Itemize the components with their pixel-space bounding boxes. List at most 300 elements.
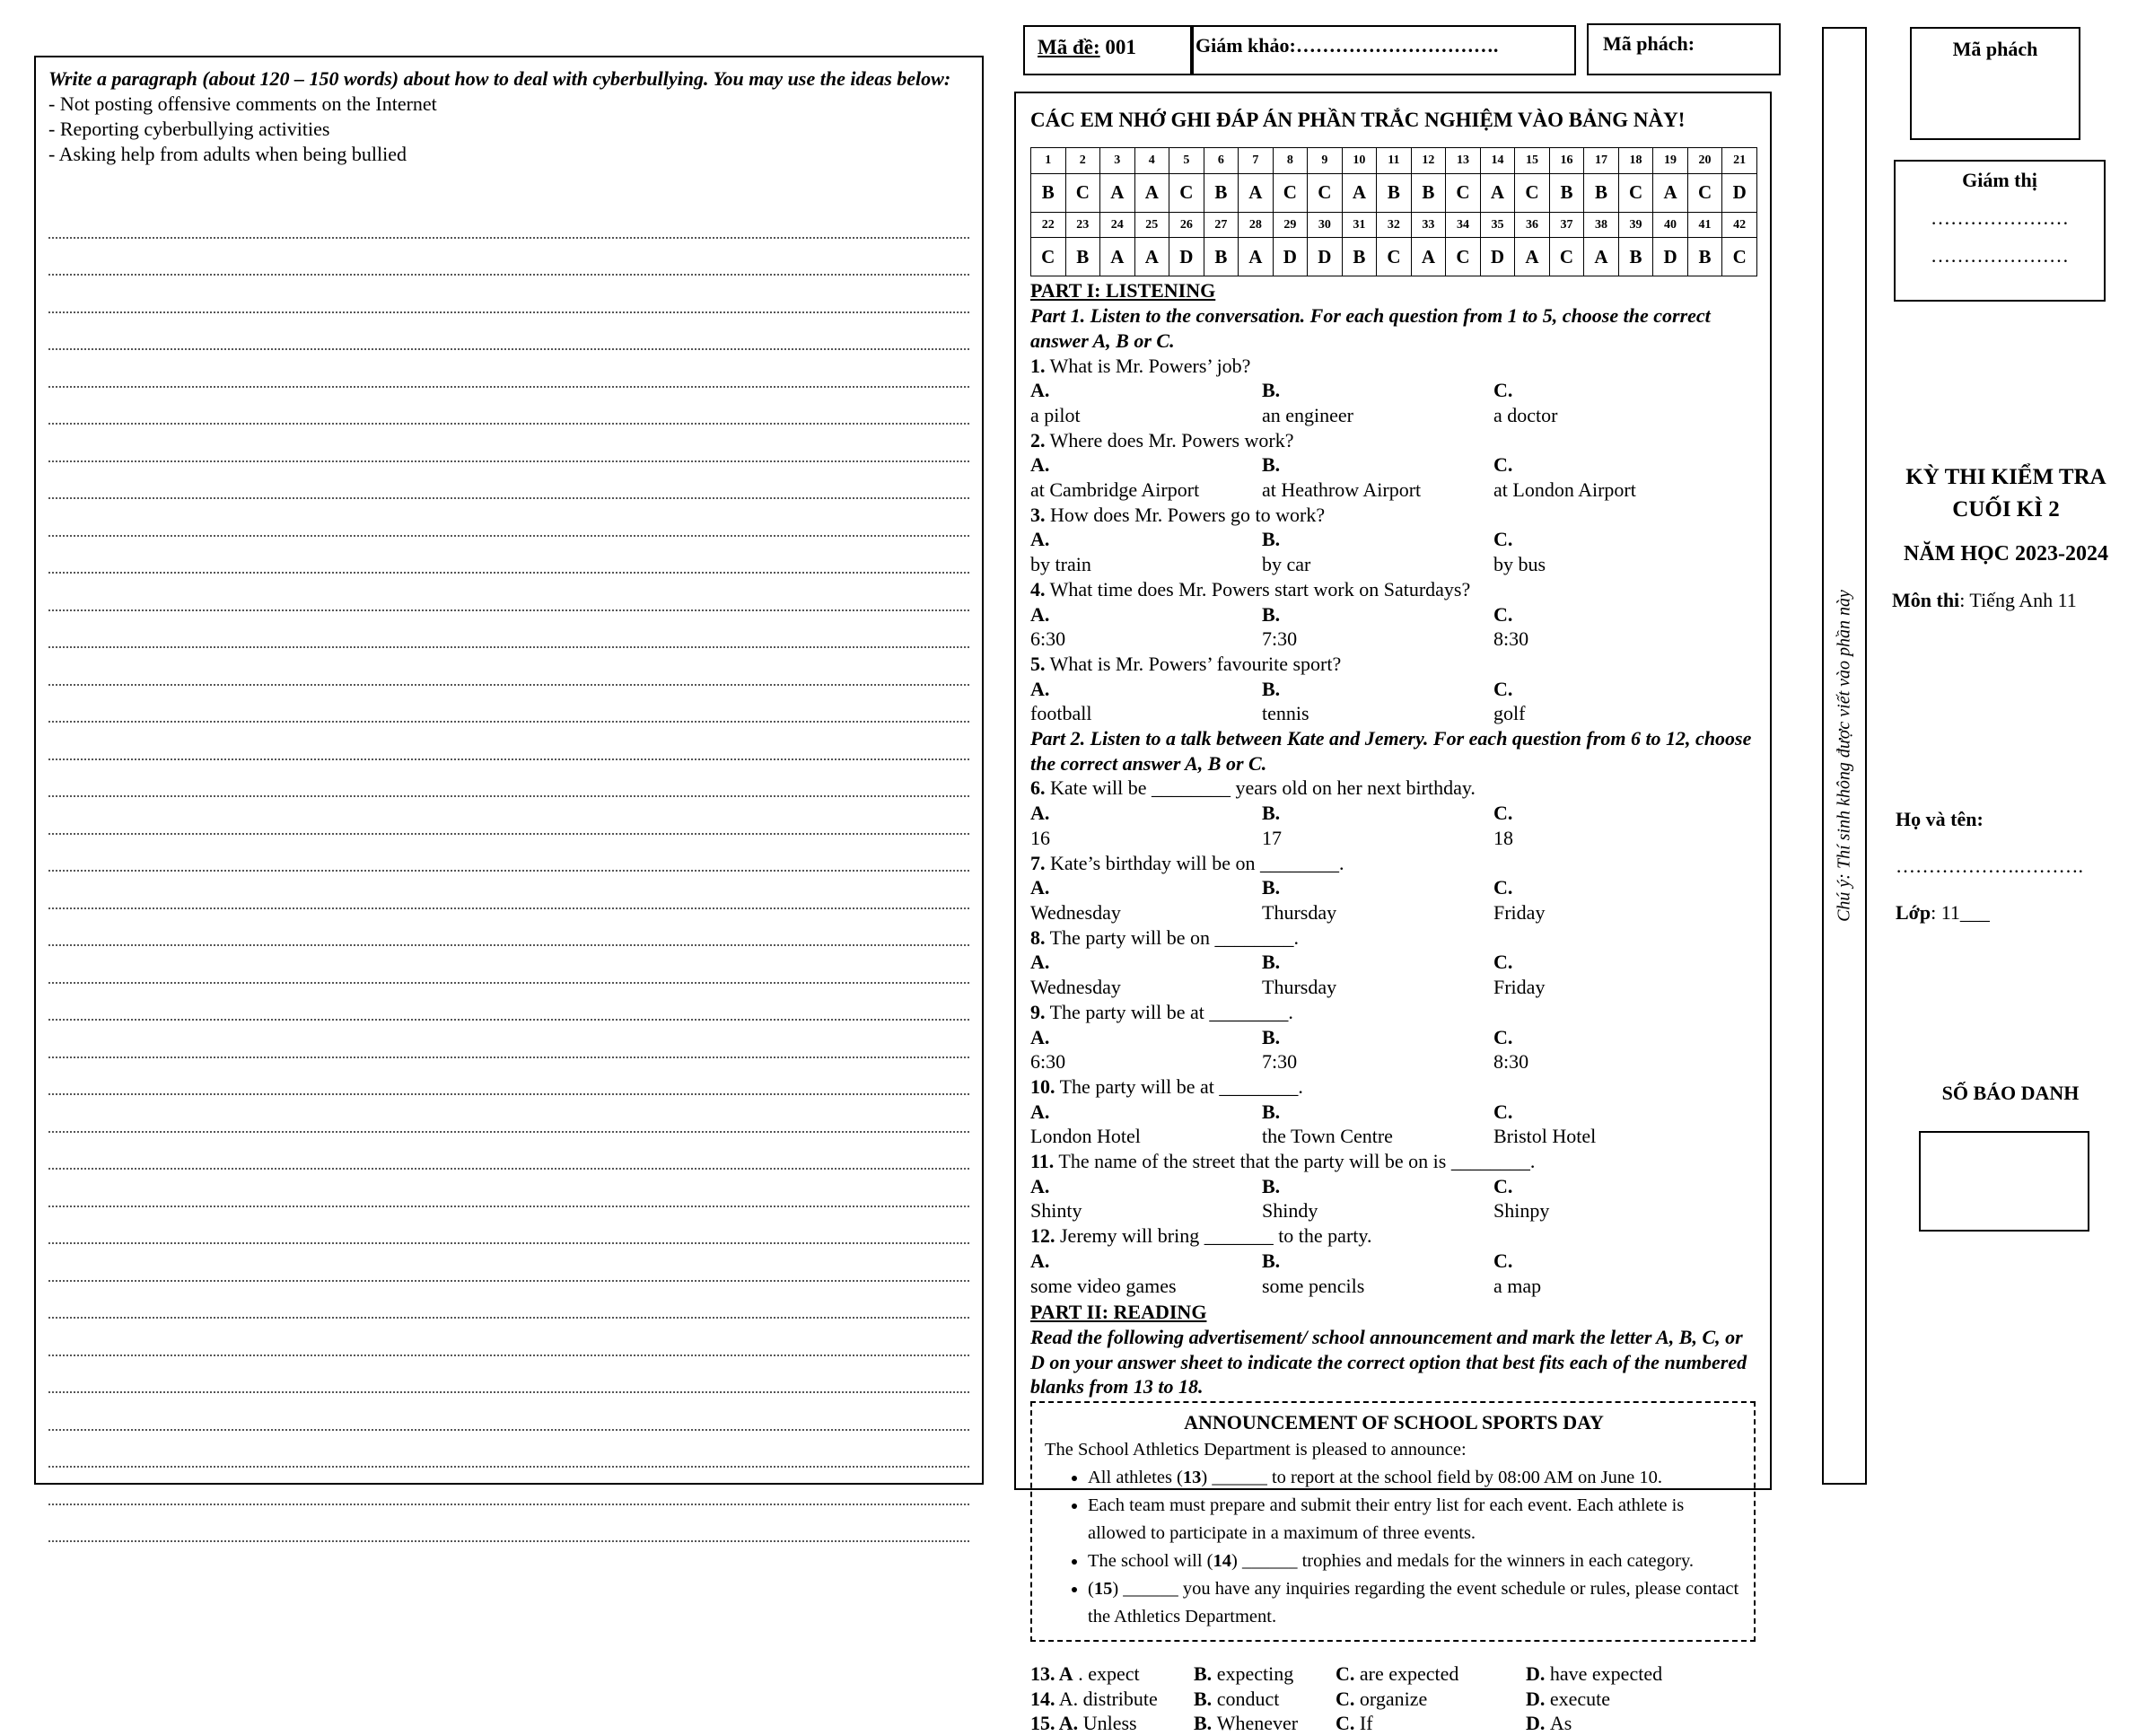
writing-line[interactable] <box>48 1468 969 1505</box>
writing-line[interactable] <box>48 462 969 500</box>
writing-line[interactable] <box>48 1431 969 1469</box>
question-number: 14. <box>1030 1687 1055 1710</box>
writing-line[interactable] <box>48 239 969 276</box>
writing-line[interactable] <box>48 388 969 425</box>
answer-number-cell[interactable]: 40 <box>1653 212 1688 238</box>
writing-line[interactable] <box>48 1319 969 1356</box>
question-number: 2. <box>1030 428 1046 452</box>
option-b[interactable] <box>1262 527 1493 576</box>
option-letter: B. <box>1262 802 1281 825</box>
option-text: expecting <box>1216 1662 1294 1686</box>
option-text: Unless <box>1082 1712 1137 1735</box>
writing-line[interactable] <box>48 1356 969 1394</box>
answer-number-cell[interactable]: 23 <box>1065 212 1100 238</box>
exam-code-value: 001 <box>1105 36 1136 58</box>
answer-number-cell[interactable]: 35 <box>1480 212 1515 238</box>
announcement-item <box>1088 1547 1743 1575</box>
answer-cell[interactable]: A <box>1411 238 1446 276</box>
answer-number-cell[interactable]: 37 <box>1549 212 1584 238</box>
option-text: Wednesday <box>1030 976 1121 999</box>
answer-cell[interactable]: B <box>1031 173 1066 212</box>
option-letter: B. <box>1262 1249 1281 1272</box>
answer-number-cell[interactable]: 17 <box>1584 148 1619 174</box>
answer-cell[interactable]: C <box>1515 173 1550 212</box>
writing-line[interactable] <box>48 686 969 723</box>
answer-cell[interactable]: C <box>1549 238 1584 276</box>
answer-number-cell[interactable]: 39 <box>1618 212 1653 238</box>
question-text: The party will be at ________. <box>1049 1000 1293 1023</box>
idea-3: - Asking help from adults when being bullied <box>48 143 407 165</box>
option-text: organize <box>1359 1687 1428 1710</box>
answer-number-cell[interactable]: 24 <box>1100 212 1135 238</box>
writing-line[interactable] <box>48 1207 969 1245</box>
answer-cell[interactable]: B <box>1687 238 1722 276</box>
option-letter: B. <box>1262 677 1281 700</box>
examiner-box[interactable]: Giám khảo:…………………………. <box>1192 25 1576 75</box>
secret-code-box-top[interactable]: Mã phách: <box>1587 23 1781 75</box>
announcement-item <box>1088 1464 1743 1492</box>
answer-cell[interactable]: B <box>1065 238 1100 276</box>
option-c[interactable] <box>1493 602 1718 652</box>
announcement-item <box>1088 1575 1743 1631</box>
option-b[interactable] <box>1194 1711 1336 1736</box>
option-d[interactable] <box>1526 1687 1705 1712</box>
answer-number-cell[interactable]: 13 <box>1446 148 1481 174</box>
question-number: 8. <box>1030 925 1046 949</box>
writing-line[interactable] <box>48 1058 969 1096</box>
candidate-number-box[interactable] <box>1919 1131 2089 1232</box>
answer-cell[interactable]: A <box>1134 173 1169 212</box>
option-c[interactable] <box>1493 1100 1718 1149</box>
option-b[interactable] <box>1262 452 1493 502</box>
question-number: 4. <box>1030 577 1046 601</box>
answer-number-cell[interactable]: 11 <box>1377 148 1412 174</box>
writing-line[interactable] <box>48 1282 969 1320</box>
option-c[interactable] <box>1493 950 1718 999</box>
option-letter: C. <box>1493 602 1513 626</box>
answer-cell[interactable]: C <box>1687 173 1722 212</box>
answer-cell[interactable]: D <box>1722 173 1757 212</box>
option-letter: A. <box>1030 528 1050 551</box>
option-b[interactable] <box>1262 378 1493 427</box>
writing-prompt: Write a paragraph (about 120 – 150 words) about how to deal with cyberbullying. You may use the ideas below: <box>48 67 951 90</box>
question-number: 10. <box>1030 1074 1055 1098</box>
option-b[interactable] <box>1262 801 1493 850</box>
option-letter: C. <box>1493 528 1513 551</box>
proctor-box[interactable] <box>1894 160 2106 302</box>
option-c[interactable] <box>1336 1661 1526 1687</box>
candidate-number-label: SỐ BÁO DANH <box>1941 1082 2080 1104</box>
answer-number-cell[interactable]: 4 <box>1134 148 1169 174</box>
answer-number-cell[interactable]: 36 <box>1515 212 1550 238</box>
questions-6-12 <box>1030 776 1756 1298</box>
option-letter: D. <box>1526 1662 1550 1686</box>
question-text: Kate’s birthday will be on ________. <box>1050 851 1344 874</box>
answer-cell[interactable]: B <box>1411 173 1446 212</box>
option-b[interactable] <box>1262 1249 1493 1298</box>
option-text: Thursday <box>1262 900 1337 924</box>
option-letter: B. <box>1262 1025 1281 1048</box>
option-a[interactable] <box>1030 1687 1194 1712</box>
student-name-field[interactable]: ……………….………. <box>1896 855 2083 877</box>
option-a[interactable] <box>1030 1025 1262 1074</box>
writing-line[interactable] <box>48 1133 969 1170</box>
option-c[interactable] <box>1493 1025 1718 1074</box>
option-text: Shinpy <box>1493 1199 1550 1223</box>
answer-number-cell[interactable]: 33 <box>1411 212 1446 238</box>
option-letter: C. <box>1493 1249 1513 1272</box>
blank-number: 15 <box>1093 1579 1113 1600</box>
option-letter: B. <box>1262 602 1281 626</box>
announcement-text: All athletes ( <box>1088 1468 1183 1488</box>
option-letter: A. <box>1030 602 1050 626</box>
answer-number-cell[interactable]: 9 <box>1308 148 1343 174</box>
option-a[interactable] <box>1030 527 1262 576</box>
option-c[interactable] <box>1493 801 1718 850</box>
writing-line[interactable] <box>48 350 969 388</box>
question-9 <box>1030 1000 1756 1025</box>
writing-line[interactable] <box>48 1021 969 1058</box>
class-line[interactable] <box>1896 901 1990 925</box>
question-number: 5. <box>1030 652 1046 675</box>
answer-cell[interactable]: D <box>1308 238 1343 276</box>
school-year: NĂM HỌC 2023-2024 <box>1904 542 2108 566</box>
option-letter: A. <box>1030 1249 1050 1272</box>
answer-number-cell[interactable]: 3 <box>1100 148 1135 174</box>
announcement-text: Each team must prepare and submit their entry list for each event. Each athlete is allowed to participate in a maximum of three events. <box>1088 1495 1685 1544</box>
option-text: 6:30 <box>1030 1050 1066 1074</box>
answer-cell[interactable]: B <box>1618 238 1653 276</box>
option-text: 8:30 <box>1493 627 1529 651</box>
answer-number-cell[interactable]: 30 <box>1308 212 1343 238</box>
option-a[interactable] <box>1030 1249 1262 1298</box>
option-letter: A. <box>1030 1025 1050 1048</box>
option-b[interactable] <box>1262 950 1493 999</box>
reading-question-13 <box>1030 1661 1756 1687</box>
question-options <box>1030 875 1756 925</box>
option-d[interactable] <box>1526 1661 1705 1687</box>
answer-number-cell[interactable]: 6 <box>1204 148 1239 174</box>
idea-1: - Not posting offensive comments on the Internet <box>48 92 437 115</box>
answer-cell[interactable]: C <box>1169 173 1204 212</box>
question-number: 13. A <box>1030 1662 1073 1686</box>
answer-cell[interactable]: B <box>1204 238 1239 276</box>
question-options <box>1030 452 1756 502</box>
announcement-text: ) ______ trophies and medals for the winners in each category. <box>1231 1551 1694 1572</box>
answer-cell[interactable]: B <box>1549 173 1584 212</box>
answer-number-cell[interactable]: 41 <box>1687 212 1722 238</box>
option-b[interactable] <box>1262 677 1493 726</box>
option-text: 16 <box>1030 826 1050 849</box>
question-3 <box>1030 503 1756 528</box>
answer-cell[interactable]: D <box>1653 238 1688 276</box>
option-b[interactable] <box>1262 602 1493 652</box>
answer-cell[interactable]: B <box>1377 173 1412 212</box>
answer-cell[interactable]: C <box>1031 238 1066 276</box>
answer-cell[interactable]: D <box>1273 238 1308 276</box>
option-letter: B. <box>1262 453 1281 477</box>
option-d[interactable] <box>1526 1711 1705 1736</box>
answer-cell[interactable]: C <box>1446 173 1481 212</box>
question-text: How does Mr. Powers go to work? <box>1050 503 1326 526</box>
announcement-box <box>1030 1401 1756 1642</box>
option-letter: C. <box>1493 951 1513 974</box>
option-a[interactable] <box>1030 1711 1194 1736</box>
answer-cell[interactable]: B <box>1342 238 1377 276</box>
answer-number-cell[interactable]: 28 <box>1239 212 1274 238</box>
writing-line[interactable] <box>48 1244 969 1282</box>
question-text: What is Mr. Powers’ job? <box>1049 354 1251 377</box>
option-a[interactable] <box>1030 801 1262 850</box>
writing-line[interactable] <box>48 872 969 909</box>
writing-panel <box>34 56 984 1485</box>
option-b[interactable] <box>1262 1025 1493 1074</box>
announcement-intro: The School Athletics Department is pleased to announce: <box>1045 1440 1467 1460</box>
option-text: football <box>1030 702 1092 725</box>
question-options <box>1030 1025 1756 1074</box>
option-text: an engineer <box>1262 403 1353 426</box>
answer-cell[interactable]: A <box>1653 173 1688 212</box>
announcement-list <box>1045 1464 1743 1631</box>
answer-cell[interactable]: C <box>1308 173 1343 212</box>
answer-number-cell[interactable]: 18 <box>1618 148 1653 174</box>
answer-number-cell[interactable]: 31 <box>1342 212 1377 238</box>
reading-options <box>1030 1661 1756 1736</box>
listening-title: PART I: LISTENING <box>1030 279 1216 302</box>
option-b[interactable] <box>1194 1687 1336 1712</box>
option-a[interactable] <box>1030 875 1262 925</box>
writing-line[interactable] <box>48 611 969 649</box>
option-text: by train <box>1030 553 1091 576</box>
option-b[interactable] <box>1262 875 1493 925</box>
writing-line[interactable] <box>48 984 969 1021</box>
announcement-text: The school will ( <box>1088 1551 1213 1572</box>
writing-line[interactable] <box>48 499 969 537</box>
answer-cell[interactable]: A <box>1480 173 1515 212</box>
answer-number-cell[interactable]: 38 <box>1584 212 1619 238</box>
writing-line[interactable] <box>48 648 969 686</box>
option-letter: A. <box>1030 802 1050 825</box>
writing-line[interactable] <box>48 1095 969 1133</box>
option-letter: B. <box>1194 1687 1217 1710</box>
option-text: Friday <box>1493 976 1546 999</box>
writing-line[interactable] <box>48 201 969 239</box>
question-text: The name of the street that the party will be on is ________. <box>1058 1150 1536 1173</box>
writing-line[interactable] <box>48 946 969 984</box>
option-letter: C. <box>1493 677 1513 700</box>
answer-number-cell[interactable]: 8 <box>1273 148 1308 174</box>
option-a[interactable] <box>1030 378 1262 427</box>
answer-cell[interactable]: C <box>1618 173 1653 212</box>
option-text: Wednesday <box>1030 900 1121 924</box>
option-letter: A. <box>1030 379 1050 402</box>
option-letter: A. <box>1030 951 1050 974</box>
student-name-label: Họ và tên: <box>1896 808 1984 830</box>
option-c[interactable] <box>1336 1711 1526 1736</box>
option-letter: C. <box>1493 1174 1513 1197</box>
option-letter: B. <box>1262 1100 1281 1123</box>
announcement-item <box>1088 1492 1743 1547</box>
option-b[interactable] <box>1194 1661 1336 1687</box>
answer-number-cell[interactable]: 29 <box>1273 212 1308 238</box>
question-4 <box>1030 577 1756 602</box>
option-letter: A. <box>1030 677 1050 700</box>
answer-cell[interactable]: B <box>1584 173 1619 212</box>
answer-number-cell[interactable]: 16 <box>1549 148 1584 174</box>
option-text: have expected <box>1549 1662 1663 1686</box>
answer-sheet-note: CÁC EM NHỚ GHI ĐÁP ÁN PHẦN TRẮC NGHIỆM VÀO BẢNG NÀY! <box>1030 109 1686 131</box>
answer-cell[interactable]: A <box>1100 238 1135 276</box>
writing-line[interactable] <box>48 909 969 947</box>
answer-cell[interactable]: A <box>1134 238 1169 276</box>
answer-number-cell[interactable]: 26 <box>1169 212 1204 238</box>
writing-line[interactable] <box>48 760 969 798</box>
option-text: a pilot <box>1030 403 1081 426</box>
writing-line[interactable] <box>48 276 969 313</box>
announcement-text: ) ______ to report at the school field by 08:00 AM on June 10. <box>1201 1468 1662 1488</box>
question-number: 6. <box>1030 776 1046 800</box>
option-text: a doctor <box>1493 403 1558 426</box>
answer-cell[interactable]: C <box>1273 173 1308 212</box>
option-text: at Cambridge Airport <box>1030 478 1200 502</box>
option-a[interactable] <box>1030 602 1262 652</box>
option-letter: B. <box>1262 1174 1281 1197</box>
writing-line[interactable] <box>48 1393 969 1431</box>
answer-cell[interactable]: A <box>1239 173 1274 212</box>
writing-lines[interactable] <box>48 201 969 1542</box>
answer-cell[interactable]: A <box>1342 173 1377 212</box>
answer-cell[interactable]: C <box>1065 173 1100 212</box>
question-text: Jeremy will bring _______ to the party. <box>1060 1224 1372 1248</box>
writing-line[interactable] <box>48 1170 969 1207</box>
writing-line[interactable] <box>48 723 969 760</box>
option-text: Whenever <box>1216 1712 1299 1735</box>
question-11 <box>1030 1149 1756 1174</box>
option-text: 6:30 <box>1030 627 1066 651</box>
proctor-dots-1: ………………… <box>1931 206 2069 229</box>
answer-number-cell[interactable]: 27 <box>1204 212 1239 238</box>
option-b[interactable] <box>1262 1174 1493 1223</box>
option-text: 7:30 <box>1262 1050 1298 1074</box>
option-c[interactable] <box>1493 378 1718 427</box>
answer-cell[interactable]: A <box>1584 238 1619 276</box>
option-text: at Heathrow Airport <box>1262 478 1422 502</box>
answer-cell[interactable]: D <box>1480 238 1515 276</box>
answer-cell[interactable]: B <box>1204 173 1239 212</box>
answer-number-cell[interactable]: 20 <box>1687 148 1722 174</box>
option-text: some video games <box>1030 1274 1177 1297</box>
question-text: The party will be at ________. <box>1059 1074 1303 1098</box>
question-options <box>1030 677 1756 726</box>
option-letter: D. <box>1526 1712 1550 1735</box>
option-c[interactable] <box>1336 1687 1526 1712</box>
option-letter: C. <box>1336 1687 1360 1710</box>
answer-cell[interactable]: A <box>1239 238 1274 276</box>
option-letter: A. <box>1030 1174 1050 1197</box>
question-options <box>1030 1249 1756 1298</box>
writing-line[interactable] <box>48 537 969 574</box>
option-c[interactable] <box>1493 875 1718 925</box>
answer-number-cell[interactable]: 14 <box>1480 148 1515 174</box>
answer-number-cell[interactable]: 2 <box>1065 148 1100 174</box>
question-number: 9. <box>1030 1000 1046 1023</box>
question-8 <box>1030 925 1756 951</box>
answer-number-cell[interactable]: 42 <box>1722 212 1757 238</box>
option-letter: C. <box>1493 1025 1513 1048</box>
question-number: 12. <box>1030 1224 1055 1248</box>
answer-number-cell[interactable]: 7 <box>1239 148 1274 174</box>
class-value: : 11___ <box>1931 901 1990 924</box>
secret-code-box[interactable]: Mã phách <box>1910 27 2080 140</box>
option-text: Shindy <box>1262 1199 1318 1223</box>
option-c[interactable] <box>1493 452 1718 502</box>
option-text: Thursday <box>1262 976 1337 999</box>
question-number: 15. A. <box>1030 1712 1079 1735</box>
answer-number-cell[interactable]: 15 <box>1515 148 1550 174</box>
option-letter: C. <box>1493 1100 1513 1123</box>
option-a[interactable] <box>1030 950 1262 999</box>
question-number: 7. <box>1030 851 1046 874</box>
option-text: golf <box>1493 702 1526 725</box>
option-a[interactable] <box>1030 1174 1262 1223</box>
answer-number-cell[interactable]: 12 <box>1411 148 1446 174</box>
option-text: some pencils <box>1262 1274 1365 1297</box>
writing-line[interactable] <box>48 313 969 351</box>
option-a[interactable] <box>1030 452 1262 502</box>
announcement-text: ) ______ you have any inquiries regarding the event schedule or rules, please contact the Athletics Department. <box>1088 1579 1739 1627</box>
option-c[interactable] <box>1493 1249 1718 1298</box>
question-options <box>1030 527 1756 576</box>
answer-number-cell[interactable]: 34 <box>1446 212 1481 238</box>
option-a[interactable] <box>1030 677 1262 726</box>
question-text: Where does Mr. Powers work? <box>1049 428 1294 452</box>
answer-number-cell[interactable]: 10 <box>1342 148 1377 174</box>
answer-number-cell[interactable]: 22 <box>1031 212 1066 238</box>
option-a[interactable] <box>1030 1100 1262 1149</box>
option-letter: B. <box>1194 1712 1217 1735</box>
reading-question-14 <box>1030 1687 1756 1712</box>
part2-instructions: Part 2. Listen to a talk between Kate and Jemery. For each question from 6 to 12, choose the correct answer A, B or C. <box>1030 727 1752 775</box>
writing-line[interactable] <box>48 425 969 462</box>
option-c[interactable] <box>1493 677 1718 726</box>
answer-cell[interactable]: C <box>1446 238 1481 276</box>
option-c[interactable] <box>1493 1174 1718 1223</box>
writing-line[interactable] <box>48 574 969 611</box>
option-letter: D. <box>1526 1687 1550 1710</box>
writing-line[interactable] <box>48 835 969 872</box>
question-options <box>1030 378 1756 427</box>
writing-line[interactable] <box>48 797 969 835</box>
answer-number-cell[interactable]: 21 <box>1722 148 1757 174</box>
answer-number-cell[interactable]: 32 <box>1377 212 1412 238</box>
answer-number-cell[interactable]: 25 <box>1134 212 1169 238</box>
answer-cell[interactable]: C <box>1722 238 1757 276</box>
option-text: are expected <box>1359 1662 1459 1686</box>
answer-cell[interactable]: A <box>1100 173 1135 212</box>
answer-number-cell[interactable]: 19 <box>1653 148 1688 174</box>
answer-number-cell[interactable]: 1 <box>1031 148 1066 174</box>
answer-number-cell[interactable]: 5 <box>1169 148 1204 174</box>
question-7 <box>1030 851 1756 876</box>
answer-cell[interactable]: D <box>1169 238 1204 276</box>
question-5 <box>1030 652 1756 677</box>
option-b[interactable] <box>1262 1100 1493 1149</box>
option-c[interactable] <box>1493 527 1718 576</box>
answer-cell[interactable]: A <box>1515 238 1550 276</box>
option-a[interactable] <box>1030 1661 1194 1687</box>
answer-cell[interactable]: C <box>1377 238 1412 276</box>
question-6 <box>1030 776 1756 801</box>
